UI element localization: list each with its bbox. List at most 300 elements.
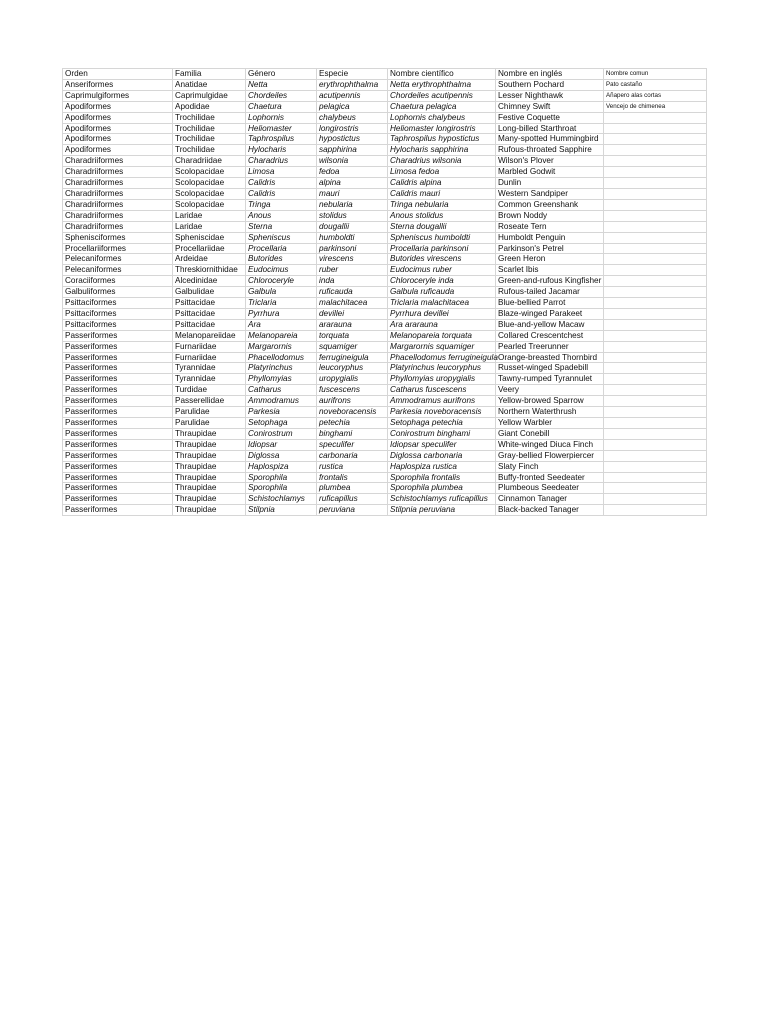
cell-genero[interactable]: Pyrrhura — [246, 308, 317, 319]
cell-familia[interactable]: Galbulidae — [173, 287, 246, 298]
cell-nombre-ingles[interactable]: Lesser Nighthawk — [496, 90, 604, 101]
cell-especie[interactable]: plumbea — [317, 483, 388, 494]
cell-orden[interactable]: Passeriformes — [63, 450, 173, 461]
cell-nombre-comun[interactable] — [604, 276, 707, 287]
cell-orden[interactable]: Passeriformes — [63, 418, 173, 429]
cell-genero[interactable]: Platyrinchus — [246, 363, 317, 374]
cell-especie[interactable]: mauri — [317, 188, 388, 199]
cell-nombre-ingles[interactable]: Blue-bellied Parrot — [496, 298, 604, 309]
cell-nombre-comun[interactable] — [604, 319, 707, 330]
cell-nombre-comun[interactable] — [604, 308, 707, 319]
cell-orden[interactable]: Sphenisciformes — [63, 232, 173, 243]
cell-familia[interactable]: Parulidae — [173, 407, 246, 418]
cell-nombre-ingles[interactable]: Dunlin — [496, 178, 604, 189]
cell-genero[interactable]: Spheniscus — [246, 232, 317, 243]
cell-nombre-cientifico[interactable]: Setophaga petechia — [388, 418, 496, 429]
table-body — [63, 79, 707, 515]
cell-nombre-ingles[interactable]: Rufous-tailed Jacamar — [496, 287, 604, 298]
cell-nombre-comun[interactable] — [604, 199, 707, 210]
cell-genero[interactable]: Galbula — [246, 287, 317, 298]
cell-orden[interactable]: Psittaciformes — [63, 298, 173, 309]
cell-nombre-comun[interactable] — [604, 341, 707, 352]
cell-nombre-comun[interactable] — [604, 439, 707, 450]
cell-genero[interactable]: Conirostrum — [246, 428, 317, 439]
cell-nombre-ingles[interactable]: Russet-winged Spadebill — [496, 363, 604, 374]
cell-nombre-ingles[interactable]: Festive Coquette — [496, 112, 604, 123]
cell-nombre-comun[interactable] — [604, 232, 707, 243]
cell-genero[interactable]: Margarornis — [246, 341, 317, 352]
cell-orden[interactable]: Apodiformes — [63, 101, 173, 112]
cell-orden[interactable]: Passeriformes — [63, 396, 173, 407]
cell-nombre-comun[interactable] — [604, 265, 707, 276]
cell-nombre-comun[interactable]: Vencejo de chimenea — [604, 101, 707, 112]
cell-familia[interactable]: Alcedinidae — [173, 276, 246, 287]
cell-especie[interactable]: carbonaria — [317, 450, 388, 461]
cell-genero[interactable]: Hylocharis — [246, 145, 317, 156]
cell-familia[interactable]: Procellariidae — [173, 243, 246, 254]
cell-nombre-ingles[interactable]: Wilson's Plover — [496, 156, 604, 167]
cell-nombre-comun[interactable] — [604, 407, 707, 418]
cell-orden[interactable]: Passeriformes — [63, 483, 173, 494]
cell-nombre-comun[interactable] — [604, 352, 707, 363]
cell-familia[interactable]: Scolopacidae — [173, 188, 246, 199]
cell-nombre-cientifico[interactable]: Galbula ruficauda — [388, 287, 496, 298]
cell-familia[interactable]: Charadriidae — [173, 156, 246, 167]
cell-especie[interactable]: malachitacea — [317, 298, 388, 309]
cell-nombre-comun[interactable] — [604, 287, 707, 298]
cell-nombre-ingles[interactable]: Western Sandpiper — [496, 188, 604, 199]
cell-orden[interactable]: Charadriiformes — [63, 199, 173, 210]
cell-familia[interactable]: Trochilidae — [173, 123, 246, 134]
cell-nombre-comun[interactable] — [604, 178, 707, 189]
cell-especie[interactable]: fuscescens — [317, 385, 388, 396]
cell-especie[interactable]: ferrugineigula — [317, 352, 388, 363]
cell-especie[interactable]: uropygialis — [317, 374, 388, 385]
cell-genero[interactable]: Calidris — [246, 188, 317, 199]
cell-familia[interactable]: Thraupidae — [173, 439, 246, 450]
cell-genero[interactable]: Tringa — [246, 199, 317, 210]
cell-genero[interactable]: Calidris — [246, 178, 317, 189]
cell-nombre-cientifico[interactable]: Spheniscus humboldti — [388, 232, 496, 243]
cell-especie[interactable]: humboldti — [317, 232, 388, 243]
cell-familia[interactable]: Turdidae — [173, 385, 246, 396]
cell-nombre-comun[interactable] — [604, 243, 707, 254]
cell-nombre-ingles[interactable]: Pearled Treerunner — [496, 341, 604, 352]
cell-nombre-comun[interactable] — [604, 385, 707, 396]
cell-especie[interactable]: sapphirina — [317, 145, 388, 156]
cell-nombre-cientifico[interactable]: Pyrrhura devillei — [388, 308, 496, 319]
cell-especie[interactable]: longirostris — [317, 123, 388, 134]
cell-orden[interactable]: Coraciiformes — [63, 276, 173, 287]
cell-orden[interactable]: Passeriformes — [63, 363, 173, 374]
cell-nombre-ingles[interactable]: Long-billed Starthroat — [496, 123, 604, 134]
cell-genero[interactable]: Butorides — [246, 254, 317, 265]
table-row — [63, 199, 707, 210]
cell-orden[interactable]: Passeriformes — [63, 461, 173, 472]
cell-familia[interactable]: Apodidae — [173, 101, 246, 112]
cell-genero[interactable]: Anous — [246, 210, 317, 221]
cell-genero[interactable]: Ammodramus — [246, 396, 317, 407]
cell-orden[interactable]: Passeriformes — [63, 374, 173, 385]
table-row — [63, 341, 707, 352]
cell-nombre-ingles[interactable]: Collared Crescentchest — [496, 330, 604, 341]
cell-orden[interactable]: Passeriformes — [63, 385, 173, 396]
cell-orden[interactable]: Charadriiformes — [63, 167, 173, 178]
table-row — [63, 439, 707, 450]
cell-nombre-ingles[interactable]: Cinnamon Tanager — [496, 494, 604, 505]
table-row — [63, 254, 707, 265]
cell-nombre-cientifico[interactable]: Procellaria parkinsoni — [388, 243, 496, 254]
cell-familia[interactable]: Trochilidae — [173, 145, 246, 156]
cell-especie[interactable]: acutipennis — [317, 90, 388, 101]
cell-especie[interactable]: ruficapillus — [317, 494, 388, 505]
header-cell-nombre-ingles[interactable]: Nombre en inglés — [496, 69, 604, 80]
cell-nombre-comun[interactable] — [604, 112, 707, 123]
cell-nombre-cientifico[interactable]: Ara ararauna — [388, 319, 496, 330]
cell-especie[interactable]: torquata — [317, 330, 388, 341]
cell-especie[interactable]: alpina — [317, 178, 388, 189]
cell-orden[interactable]: Passeriformes — [63, 341, 173, 352]
cell-nombre-cientifico[interactable]: Ammodramus aurifrons — [388, 396, 496, 407]
cell-nombre-cientifico[interactable]: Lophornis chalybeus — [388, 112, 496, 123]
cell-orden[interactable]: Galbuliformes — [63, 287, 173, 298]
cell-nombre-comun[interactable] — [604, 450, 707, 461]
cell-orden[interactable]: Apodiformes — [63, 145, 173, 156]
cell-familia[interactable]: Thraupidae — [173, 494, 246, 505]
cell-familia[interactable]: Laridae — [173, 210, 246, 221]
cell-nombre-cientifico[interactable]: Phacellodomus ferrugineigula — [388, 352, 496, 363]
cell-orden[interactable]: Passeriformes — [63, 352, 173, 363]
cell-orden[interactable]: Passeriformes — [63, 472, 173, 483]
cell-familia[interactable]: Thraupidae — [173, 472, 246, 483]
cell-nombre-comun[interactable] — [604, 363, 707, 374]
cell-nombre-ingles[interactable]: Green-and-rufous Kingfisher — [496, 276, 604, 287]
cell-nombre-cientifico[interactable]: Sporophila plumbea — [388, 483, 496, 494]
cell-familia[interactable]: Furnariidae — [173, 341, 246, 352]
cell-familia[interactable]: Trochilidae — [173, 112, 246, 123]
cell-genero[interactable]: Phacellodomus — [246, 352, 317, 363]
cell-genero[interactable]: Catharus — [246, 385, 317, 396]
cell-nombre-ingles[interactable]: Tawny-rumped Tyrannulet — [496, 374, 604, 385]
cell-genero[interactable]: Eudocimus — [246, 265, 317, 276]
cell-nombre-ingles[interactable]: Southern Pochard — [496, 79, 604, 90]
cell-orden[interactable]: Psittaciformes — [63, 308, 173, 319]
cell-orden[interactable]: Pelecaniformes — [63, 265, 173, 276]
cell-nombre-cientifico[interactable]: Butorides virescens — [388, 254, 496, 265]
cell-nombre-comun[interactable] — [604, 374, 707, 385]
cell-especie[interactable]: erythrophthalma — [317, 79, 388, 90]
cell-genero[interactable]: Idiopsar — [246, 439, 317, 450]
cell-nombre-ingles[interactable]: Gray-bellied Flowerpiercer — [496, 450, 604, 461]
cell-familia[interactable]: Thraupidae — [173, 450, 246, 461]
cell-nombre-cientifico[interactable]: Stilpnia peruviana — [388, 505, 496, 516]
cell-nombre-cientifico[interactable]: Anous stolidus — [388, 210, 496, 221]
cell-orden[interactable]: Passeriformes — [63, 407, 173, 418]
cell-genero[interactable]: Phyllomyias — [246, 374, 317, 385]
cell-especie[interactable]: chalybeus — [317, 112, 388, 123]
cell-orden[interactable]: Apodiformes — [63, 134, 173, 145]
cell-genero[interactable]: Chaetura — [246, 101, 317, 112]
cell-nombre-cientifico[interactable]: Charadrius wilsonia — [388, 156, 496, 167]
cell-nombre-cientifico[interactable]: Parkesia noveboracensis — [388, 407, 496, 418]
cell-genero[interactable]: Diglossa — [246, 450, 317, 461]
cell-especie[interactable]: squamiger — [317, 341, 388, 352]
cell-familia[interactable]: Thraupidae — [173, 461, 246, 472]
cell-nombre-cientifico[interactable]: Chaetura pelagica — [388, 101, 496, 112]
cell-especie[interactable]: pelagica — [317, 101, 388, 112]
cell-nombre-ingles[interactable]: Buffy-fronted Seedeater — [496, 472, 604, 483]
cell-orden[interactable]: Passeriformes — [63, 439, 173, 450]
cell-especie[interactable]: parkinsoni — [317, 243, 388, 254]
cell-nombre-ingles[interactable]: Black-backed Tanager — [496, 505, 604, 516]
cell-genero[interactable]: Sporophila — [246, 483, 317, 494]
cell-familia[interactable]: Ardeidae — [173, 254, 246, 265]
cell-orden[interactable]: Pelecaniformes — [63, 254, 173, 265]
cell-genero[interactable]: Melanopareia — [246, 330, 317, 341]
table-row — [63, 494, 707, 505]
cell-familia[interactable]: Scolopacidae — [173, 199, 246, 210]
cell-nombre-cientifico[interactable]: Platyrinchus leucoryphus — [388, 363, 496, 374]
cell-nombre-comun[interactable] — [604, 494, 707, 505]
cell-especie[interactable]: petechia — [317, 418, 388, 429]
header-cell-orden[interactable]: Orden — [63, 69, 173, 80]
table-row — [63, 243, 707, 254]
cell-familia[interactable]: Tyrannidae — [173, 363, 246, 374]
cell-especie[interactable]: noveboracensis — [317, 407, 388, 418]
cell-genero[interactable]: Parkesia — [246, 407, 317, 418]
cell-especie[interactable]: leucoryphus — [317, 363, 388, 374]
cell-nombre-comun[interactable] — [604, 145, 707, 156]
cell-orden[interactable]: Passeriformes — [63, 428, 173, 439]
cell-nombre-cientifico[interactable]: Calidris alpina — [388, 178, 496, 189]
cell-orden[interactable]: Anseriformes — [63, 79, 173, 90]
cell-orden[interactable]: Apodiformes — [63, 123, 173, 134]
table-row — [63, 352, 707, 363]
cell-especie[interactable]: wilsonia — [317, 156, 388, 167]
cell-especie[interactable]: fedoa — [317, 167, 388, 178]
cell-especie[interactable]: rustica — [317, 461, 388, 472]
cell-familia[interactable]: Psittacidae — [173, 319, 246, 330]
cell-nombre-ingles[interactable]: Parkinson's Petrel — [496, 243, 604, 254]
cell-genero[interactable]: Charadrius — [246, 156, 317, 167]
cell-orden[interactable]: Passeriformes — [63, 494, 173, 505]
cell-familia[interactable]: Psittacidae — [173, 298, 246, 309]
cell-nombre-ingles[interactable]: Green Heron — [496, 254, 604, 265]
cell-genero[interactable]: Sporophila — [246, 472, 317, 483]
cell-nombre-cientifico[interactable]: Sterna dougallii — [388, 221, 496, 232]
cell-genero[interactable]: Setophaga — [246, 418, 317, 429]
header-cell-especie[interactable]: Especie — [317, 69, 388, 80]
cell-nombre-comun[interactable]: Añapero alas cortas — [604, 90, 707, 101]
cell-genero[interactable]: Sterna — [246, 221, 317, 232]
cell-nombre-cientifico[interactable]: Eudocimus ruber — [388, 265, 496, 276]
cell-nombre-comun[interactable] — [604, 298, 707, 309]
cell-especie[interactable]: virescens — [317, 254, 388, 265]
cell-especie[interactable]: ruficauda — [317, 287, 388, 298]
cell-nombre-cientifico[interactable]: Conirostrum binghami — [388, 428, 496, 439]
cell-nombre-cientifico[interactable]: Netta erythrophthalma — [388, 79, 496, 90]
cell-nombre-cientifico[interactable]: Melanopareia torquata — [388, 330, 496, 341]
cell-nombre-cientifico[interactable]: Margarornis squamiger — [388, 341, 496, 352]
cell-nombre-comun[interactable] — [604, 461, 707, 472]
cell-nombre-ingles[interactable]: Plumbeous Seedeater — [496, 483, 604, 494]
cell-nombre-comun[interactable] — [604, 428, 707, 439]
cell-nombre-cientifico[interactable]: Hylocharis sapphirina — [388, 145, 496, 156]
cell-familia[interactable]: Psittacidae — [173, 308, 246, 319]
cell-especie[interactable]: aurifrons — [317, 396, 388, 407]
cell-nombre-ingles[interactable]: Rufous-throated Sapphire — [496, 145, 604, 156]
cell-nombre-comun[interactable] — [604, 188, 707, 199]
cell-familia[interactable]: Parulidae — [173, 418, 246, 429]
cell-genero[interactable]: Stilpnia — [246, 505, 317, 516]
cell-familia[interactable]: Caprimulgidae — [173, 90, 246, 101]
cell-nombre-comun[interactable] — [604, 167, 707, 178]
cell-nombre-comun[interactable] — [604, 156, 707, 167]
cell-nombre-ingles[interactable]: Veery — [496, 385, 604, 396]
table-row — [63, 461, 707, 472]
header-cell-nombre-comun[interactable]: Nombre comun — [604, 69, 707, 80]
cell-nombre-ingles[interactable]: Blue-and-yellow Macaw — [496, 319, 604, 330]
table-row — [63, 156, 707, 167]
header-cell-familia[interactable]: Familia — [173, 69, 246, 80]
cell-familia[interactable]: Thraupidae — [173, 483, 246, 494]
cell-nombre-cientifico[interactable]: Schistochlamys ruficapillus — [388, 494, 496, 505]
cell-especie[interactable]: speculifer — [317, 439, 388, 450]
cell-orden[interactable]: Charadriiformes — [63, 210, 173, 221]
cell-nombre-ingles[interactable]: Yellow Warbler — [496, 418, 604, 429]
cell-genero[interactable]: Ara — [246, 319, 317, 330]
cell-nombre-ingles[interactable]: Slaty Finch — [496, 461, 604, 472]
cell-nombre-cientifico[interactable]: Limosa fedoa — [388, 167, 496, 178]
cell-familia[interactable]: Thraupidae — [173, 505, 246, 516]
cell-especie[interactable]: ruber — [317, 265, 388, 276]
cell-nombre-ingles[interactable]: Orange-breasted Thornbird — [496, 352, 604, 363]
cell-orden[interactable]: Caprimulgiformes — [63, 90, 173, 101]
cell-nombre-cientifico[interactable]: Chloroceryle inda — [388, 276, 496, 287]
cell-familia[interactable]: Thraupidae — [173, 428, 246, 439]
header-cell-genero[interactable]: Género — [246, 69, 317, 80]
cell-genero[interactable]: Limosa — [246, 167, 317, 178]
cell-nombre-comun[interactable] — [604, 396, 707, 407]
cell-genero[interactable]: Taphrospilus — [246, 134, 317, 145]
cell-genero[interactable]: Haplospiza — [246, 461, 317, 472]
cell-familia[interactable]: Trochilidae — [173, 134, 246, 145]
cell-nombre-ingles[interactable]: Northern Waterthrush — [496, 407, 604, 418]
cell-nombre-cientifico[interactable]: Chordeiles acutipennis — [388, 90, 496, 101]
cell-especie[interactable]: devillei — [317, 308, 388, 319]
cell-especie[interactable]: dougallii — [317, 221, 388, 232]
cell-nombre-ingles[interactable]: Brown Noddy — [496, 210, 604, 221]
cell-genero[interactable]: Triclaria — [246, 298, 317, 309]
cell-familia[interactable]: Furnariidae — [173, 352, 246, 363]
cell-genero[interactable]: Schistochlamys — [246, 494, 317, 505]
cell-nombre-comun[interactable] — [604, 210, 707, 221]
cell-familia[interactable]: Threskiornithidae — [173, 265, 246, 276]
cell-nombre-cientifico[interactable]: Sporophila frontalis — [388, 472, 496, 483]
cell-orden[interactable]: Passeriformes — [63, 330, 173, 341]
cell-nombre-cientifico[interactable]: Haplospiza rustica — [388, 461, 496, 472]
cell-orden[interactable]: Charadriiformes — [63, 178, 173, 189]
cell-nombre-comun[interactable] — [604, 134, 707, 145]
cell-orden[interactable]: Psittaciformes — [63, 319, 173, 330]
cell-familia[interactable]: Scolopacidae — [173, 178, 246, 189]
cell-especie[interactable]: ararauna — [317, 319, 388, 330]
cell-nombre-cientifico[interactable]: Calidris mauri — [388, 188, 496, 199]
cell-orden[interactable]: Procellariiformes — [63, 243, 173, 254]
cell-orden[interactable]: Charadriiformes — [63, 188, 173, 199]
cell-nombre-ingles[interactable]: Chimney Swift — [496, 101, 604, 112]
cell-nombre-comun[interactable] — [604, 472, 707, 483]
cell-nombre-ingles[interactable]: Scarlet Ibis — [496, 265, 604, 276]
cell-orden[interactable]: Passeriformes — [63, 505, 173, 516]
cell-nombre-ingles[interactable]: Humboldt Penguin — [496, 232, 604, 243]
cell-especie[interactable]: frontalis — [317, 472, 388, 483]
cell-genero[interactable]: Chordeiles — [246, 90, 317, 101]
cell-nombre-comun[interactable] — [604, 330, 707, 341]
cell-especie[interactable]: stolidus — [317, 210, 388, 221]
cell-nombre-comun[interactable]: Pato castaño — [604, 79, 707, 90]
table-row — [63, 308, 707, 319]
cell-nombre-comun[interactable] — [604, 221, 707, 232]
cell-nombre-comun[interactable] — [604, 254, 707, 265]
cell-nombre-ingles[interactable]: Marbled Godwit — [496, 167, 604, 178]
cell-genero[interactable]: Procellaria — [246, 243, 317, 254]
cell-genero[interactable]: Netta — [246, 79, 317, 90]
cell-familia[interactable]: Anatidae — [173, 79, 246, 90]
cell-familia[interactable]: Spheniscidae — [173, 232, 246, 243]
table-row — [63, 276, 707, 287]
cell-genero[interactable]: Chloroceryle — [246, 276, 317, 287]
cell-nombre-cientifico[interactable]: Tringa nebularia — [388, 199, 496, 210]
cell-especie[interactable]: peruviana — [317, 505, 388, 516]
cell-nombre-ingles[interactable]: Blaze-winged Parakeet — [496, 308, 604, 319]
cell-orden[interactable]: Apodiformes — [63, 112, 173, 123]
cell-nombre-comun[interactable] — [604, 483, 707, 494]
cell-nombre-comun[interactable] — [604, 123, 707, 134]
cell-nombre-comun[interactable] — [604, 418, 707, 429]
cell-nombre-cientifico[interactable]: Heliomaster longirostris — [388, 123, 496, 134]
cell-familia[interactable]: Laridae — [173, 221, 246, 232]
cell-nombre-ingles[interactable]: Yellow-browed Sparrow — [496, 396, 604, 407]
cell-nombre-cientifico[interactable]: Taphrospilus hypostictus — [388, 134, 496, 145]
cell-genero[interactable]: Heliomaster — [246, 123, 317, 134]
cell-familia[interactable]: Passerellidae — [173, 396, 246, 407]
cell-familia[interactable]: Melanopareiidae — [173, 330, 246, 341]
cell-nombre-cientifico[interactable]: Diglossa carbonaria — [388, 450, 496, 461]
cell-especie[interactable]: inda — [317, 276, 388, 287]
cell-orden[interactable]: Charadriiformes — [63, 156, 173, 167]
cell-nombre-ingles[interactable]: White-winged Diuca Finch — [496, 439, 604, 450]
cell-nombre-comun[interactable] — [604, 505, 707, 516]
cell-familia[interactable]: Scolopacidae — [173, 167, 246, 178]
cell-genero[interactable]: Lophornis — [246, 112, 317, 123]
cell-nombre-ingles[interactable]: Common Greenshank — [496, 199, 604, 210]
cell-familia[interactable]: Tyrannidae — [173, 374, 246, 385]
cell-nombre-ingles[interactable]: Roseate Tern — [496, 221, 604, 232]
cell-nombre-ingles[interactable]: Giant Conebill — [496, 428, 604, 439]
cell-nombre-ingles[interactable]: Many-spotted Hummingbird — [496, 134, 604, 145]
cell-nombre-cientifico[interactable]: Idiopsar speculifer — [388, 439, 496, 450]
cell-nombre-cientifico[interactable]: Triclaria malachitacea — [388, 298, 496, 309]
cell-especie[interactable]: nebularia — [317, 199, 388, 210]
cell-nombre-cientifico[interactable]: Phyllomyias uropygialis — [388, 374, 496, 385]
cell-especie[interactable]: binghami — [317, 428, 388, 439]
table-row — [63, 363, 707, 374]
cell-orden[interactable]: Charadriiformes — [63, 221, 173, 232]
cell-nombre-cientifico[interactable]: Catharus fuscescens — [388, 385, 496, 396]
cell-especie[interactable]: hypostictus — [317, 134, 388, 145]
header-cell-nombre-cientifico[interactable]: Nombre científico — [388, 69, 496, 80]
